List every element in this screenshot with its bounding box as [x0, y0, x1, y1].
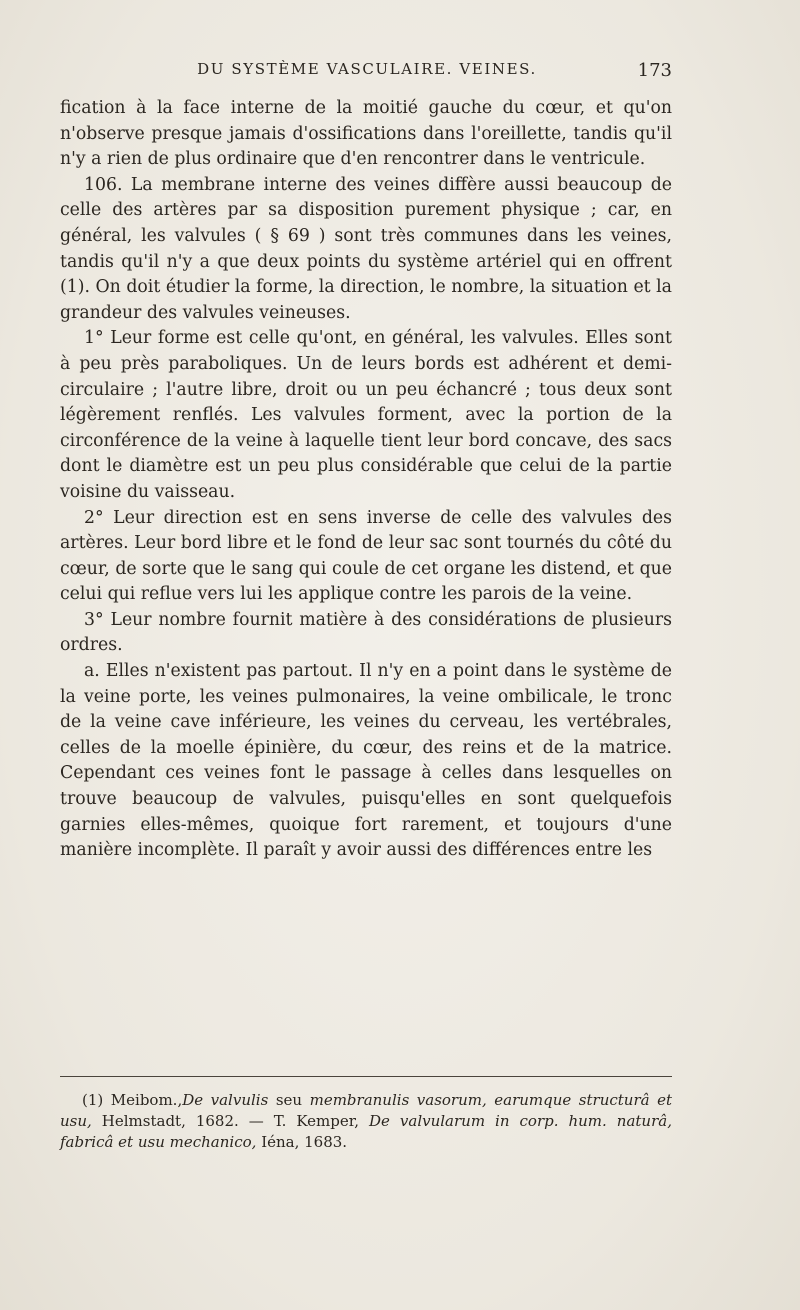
paragraph-item-a: a. Elles n'existent pas partout. Il n'y en a point dans le système de la veine porte, les veines pulmonaires, la veine ombilicale, le tronc de la veine cave inférieure, les veines du cerveau, les vertébrales, celles de la moelle épinière, du cœur, des reins et de la matrice. Cependant ces veines font le passage à celles dans lesquelles on trouve beaucoup de valvules, puisqu'elles en sont quelquefois garnies elles-mêmes, quoique fort rarement, et toujours d'une manière incomplète. Il paraît y avoir aussi des différences entre les — [60, 661, 672, 861]
page-header — [62, 60, 672, 86]
footnote-mark: (1) — [82, 1091, 104, 1109]
footnote-title: De valvulis — [182, 1091, 269, 1109]
paragraph-form: 1° Leur forme est celle qu'ont, en général, les valvules. Elles sont à peu près paraboliques. Un de leurs bords est adhérent et demi-circulaire ; l'autre libre, droit ou un peu échancré ; tous deux sont légèrement renflés. Les valvules forment, avec la portion de la circonférence de la veine à laquelle tient leur bord concave, des sacs dont le diamètre est un peu plus considérable que celui de la partie voisine du vaisseau. — [60, 328, 672, 502]
body-text — [60, 96, 672, 864]
running-title: DU SYSTÈME VASCULAIRE. VEINES. — [197, 60, 537, 78]
footnote-author: Meibom., — [110, 1091, 183, 1109]
paragraph-direction: 2° Leur direction est en sens inverse de celle des valvules des artères. Leur bord libre et le fond de leur sac sont tournés du côté du cœur, de sorte que le sang qui coule de cet organe les distend, et que celui qui reflue vers lui les applique contre les parois de la veine. — [60, 507, 672, 605]
footnote-rule — [60, 1076, 672, 1077]
paragraph-106: 106. La membrane interne des veines diffère aussi beaucoup de celle des artères par sa disposition purement physique ; car, en général, les valvules ( § 69 ) sont très communes dans les veines, tandis qu'il n'y a que deux points du système artériel qui en offrent (1). On doit étudier la forme, la direction, le nombre, la situation et la grandeur des valvules veineuses. — [60, 174, 672, 323]
footnote-title-cont: membranulis vasorum, earumque structurâ et usu, — [60, 1091, 672, 1130]
footnote-place: Helmstadt, 1682. — T. Kemper, — [101, 1112, 360, 1130]
page-number: 173 — [637, 60, 672, 81]
footnote — [60, 1090, 672, 1153]
footnote-place-2: Iéna, 1683. — [261, 1133, 348, 1151]
paragraph-number: 3° Leur nombre fournit matière à des considérations de plusieurs ordres. — [60, 609, 672, 656]
footnote-seu: seu — [275, 1091, 303, 1109]
footnote-title-2: De valvularum in corp. hum. naturâ, fabricâ et usu mechanico, — [60, 1112, 672, 1151]
paragraph-continuation: fication à la face interne de la moitié gauche du cœur, et qu'on n'observe presque jamais d'ossifications dans l'oreillette, tandis qu'il n'y a rien de plus ordinaire que d'en rencontrer dans le ventricule. — [60, 98, 672, 170]
